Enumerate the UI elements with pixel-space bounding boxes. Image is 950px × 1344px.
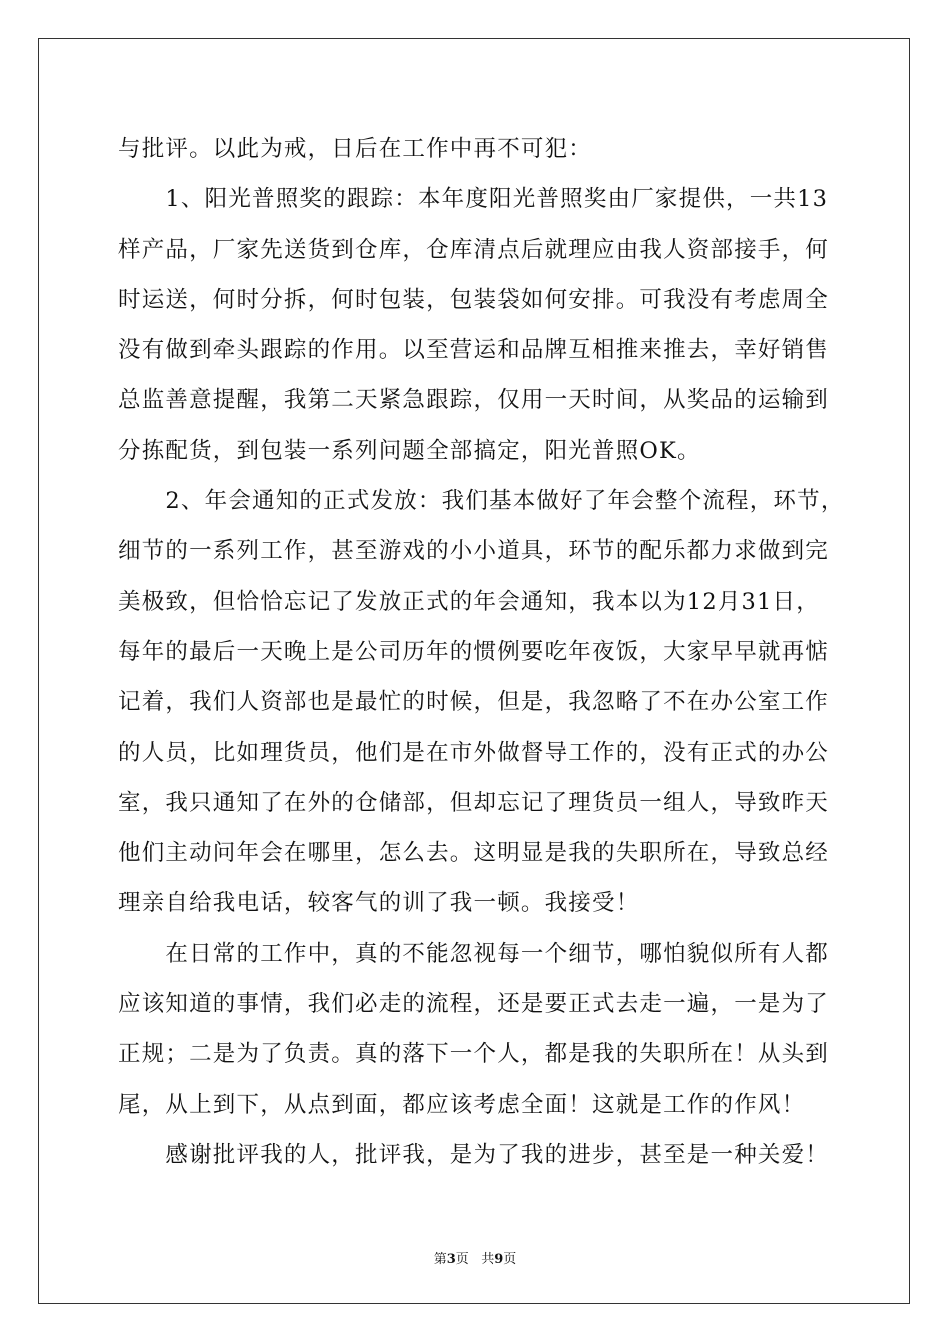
body-line: 2、年会通知的正式发放：我们基本做好了年会整个流程，环节， — [118, 488, 845, 515]
body-line: 尾，从上到下，从点到面，都应该考虑全面！这就是工作的作风！ — [118, 1091, 806, 1118]
body-line: 室，我只通知了在外的仓储部，但却忘记了理货员一组人，导致昨天 — [118, 789, 830, 816]
page-footer — [0, 1248, 950, 1267]
body-line: 美极致，但恰恰忘记了发放正式的年会通知，我本以为12月31日， — [118, 588, 820, 615]
body-line: 时运送，何时分拆，何时包装，包装袋如何安排。可我没有考虑周全 — [118, 286, 830, 313]
body-line: 应该知道的事情，我们必走的流程，还是要正式去走一遍，一是为了 — [118, 991, 830, 1018]
body-line: 没有做到牵头跟踪的作用。以至营运和品牌互相推来推去，幸好销售 — [118, 337, 830, 364]
body-line: 他们主动问年会在哪里，怎么去。这明显是我的失职所在，导致总经 — [118, 840, 830, 867]
body-line: 的人员，比如理货员，他们是在市外做督导工作的，没有正式的办公 — [118, 739, 830, 766]
body-line: 细节的一系列工作，甚至游戏的小小道具，环节的配乐都力求做到完 — [118, 538, 830, 565]
body-line: 记着，我们人资部也是最忙的时候，但是，我忽略了不在办公室工作 — [118, 689, 830, 716]
footer-total-suffix: 页 — [503, 1252, 517, 1267]
body-line: 正规；二是为了负责。真的落下一个人，都是我的失职所在！从头到 — [118, 1041, 830, 1068]
total-page-number: 9 — [494, 1252, 504, 1267]
body-line: 样产品，厂家先送货到仓库，仓库清点后就理应由我人资部接手，何 — [118, 236, 830, 263]
document-body — [118, 124, 845, 1180]
body-line: 在日常的工作中，真的不能忽视每一个细节，哪怕貌似所有人都 — [118, 940, 830, 967]
footer-page-word: 页 — [455, 1252, 469, 1267]
body-line: 每年的最后一天晚上是公司历年的惯例要吃年夜饭，大家早早就再惦 — [118, 638, 830, 665]
body-line: 分拣配货，到包装一系列问题全部搞定，阳光普照OK。 — [118, 437, 701, 464]
current-page-number: 3 — [446, 1252, 456, 1267]
footer-prefix: 第 — [433, 1252, 447, 1267]
body-line: 总监善意提醒，我第二天紧急跟踪，仅用一天时间，从奖品的运输到 — [118, 387, 830, 414]
body-line: 感谢批评我的人，批评我，是为了我的进步，甚至是一种关爱！ — [118, 1141, 830, 1168]
body-line: 理亲自给我电话，较客气的训了我一顿。我接受！ — [118, 890, 640, 917]
footer-total-prefix: 共 — [481, 1252, 495, 1267]
body-line: 1、阳光普照奖的跟踪：本年度阳光普照奖由厂家提供，一共13 — [118, 186, 829, 213]
body-line: 与批评。以此为戒，日后在工作中再不可犯： — [118, 136, 593, 162]
